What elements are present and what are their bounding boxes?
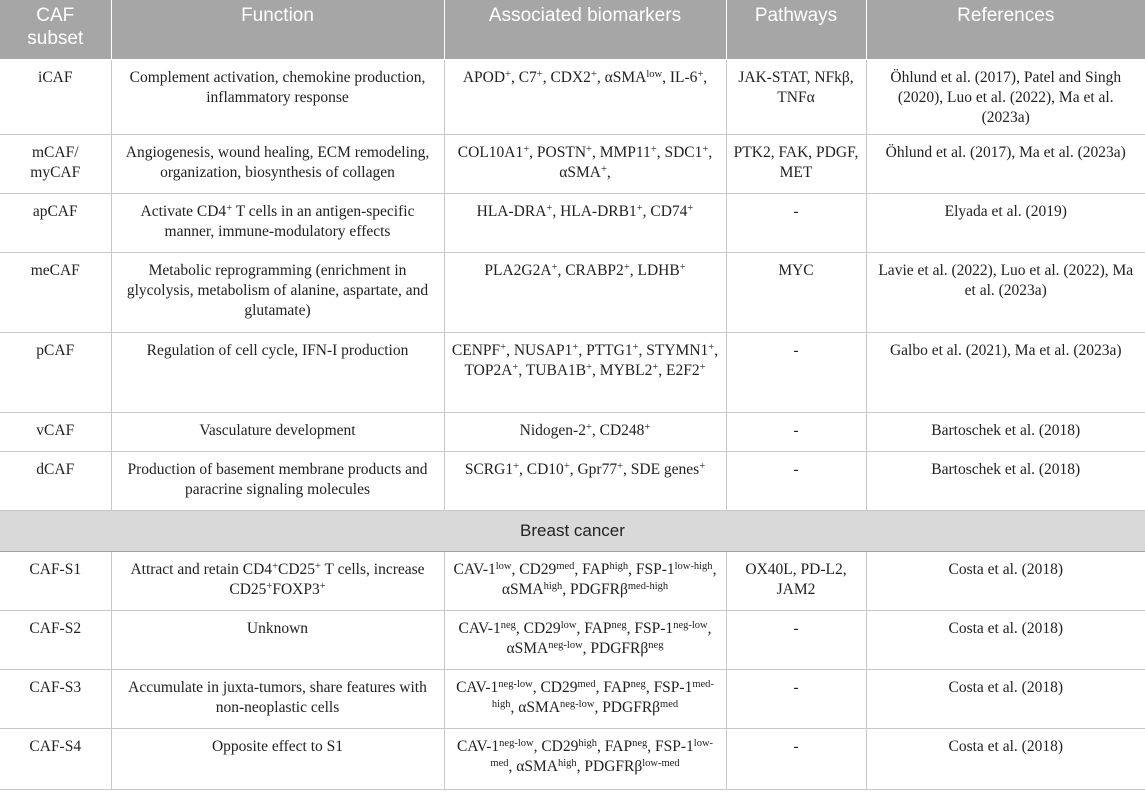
cell-biomarkers: COL10A1+, POSTN+, MMP11+, SDC1+, αSMA+, xyxy=(444,134,726,193)
table-row xyxy=(0,728,1145,789)
cell-references: Costa et al. (2018) xyxy=(866,728,1145,789)
cell-references: Galbo et al. (2021), Ma et al. (2023a) xyxy=(866,332,1145,412)
cell-pathways: - xyxy=(726,412,866,451)
cell-biomarkers: CAV-$1^{low}$, $CD29^{med}$, $FAP^{high}$, FSP-$1^{low-high}$, αSMA$^{high}$, PDGFRβ$^{med-high}$ xyxy=(444,551,726,610)
section-title: Breast cancer xyxy=(0,510,1145,551)
table-row xyxy=(0,193,1145,252)
cell-pathways: OX40L, PD-L2, JAM2 xyxy=(726,551,866,610)
cell-references: Bartoschek et al. (2018) xyxy=(866,451,1145,510)
cell-pathways: - xyxy=(726,728,866,789)
table-row xyxy=(0,332,1145,412)
cell-biomarkers: CAV-$1^{neg}$, $CD29^{low}$, $FAP^{neg}$, FSP-$1^{neg-low}$, αSMA$^{neg-low}$, PDGFRβ$^{neg}$ xyxy=(444,610,726,669)
cell-pathways: - xyxy=(726,193,866,252)
cell-references: Elyada et al. (2019) xyxy=(866,193,1145,252)
cell-references: Öhlund et al. (2017), Patel and Singh (2020), Luo et al. (2022), Ma et al. (2023a) xyxy=(866,59,1145,134)
header-row xyxy=(0,0,1145,59)
cell-function: Attract and retain CD4+CD25+ T cells, increase CD25+FOXP3+ xyxy=(111,551,444,610)
header-pathways: Pathways xyxy=(726,0,866,59)
cell-references: Costa et al. (2018) xyxy=(866,551,1145,610)
header-subset: CAF subset xyxy=(0,0,111,59)
cell-function: Angiogenesis, wound healing, ECM remodeling, organization, biosynthesis of collagen xyxy=(111,134,444,193)
section-row xyxy=(0,510,1145,551)
cell-subset: iCAF xyxy=(0,59,111,134)
table-row xyxy=(0,252,1145,332)
header-function: Function xyxy=(111,0,444,59)
cell-pathways: - xyxy=(726,610,866,669)
cell-subset: dCAF xyxy=(0,451,111,510)
cell-subset: pCAF xyxy=(0,332,111,412)
table-row xyxy=(0,59,1145,134)
cell-subset: meCAF xyxy=(0,252,111,332)
cell-subset: CAF-S1 xyxy=(0,551,111,610)
table-row xyxy=(0,551,1145,610)
cell-function: Accumulate in juxta-tumors, share features with non-neoplastic cells xyxy=(111,669,444,728)
cell-references: Lavie et al. (2022), Luo et al. (2022), Ma et al. (2023a) xyxy=(866,252,1145,332)
table-row xyxy=(0,412,1145,451)
cell-biomarkers: CAV-$1^{neg-low}$, $CD29^{high}$, $FAP^{neg}$, FSP-$1^{low-med}$, αSMA$^{high}$, PDGFRβ$^{low-med}$ xyxy=(444,728,726,789)
cell-pathways: - xyxy=(726,451,866,510)
cell-biomarkers: HLA-DRA+, HLA-DRB1+, CD74+ xyxy=(444,193,726,252)
cell-function: Production of basement membrane products and paracrine signaling molecules xyxy=(111,451,444,510)
cell-pathways: - xyxy=(726,332,866,412)
cell-biomarkers: SCRG1+, CD10+, Gpr77+, SDE genes+ xyxy=(444,451,726,510)
cell-references: Costa et al. (2018) xyxy=(866,669,1145,728)
header-biomarkers: Associated biomarkers xyxy=(444,0,726,59)
cell-biomarkers: PLA2G2A+, CRABP2+, LDHB+ xyxy=(444,252,726,332)
cell-subset: vCAF xyxy=(0,412,111,451)
cell-pathways: MYC xyxy=(726,252,866,332)
cell-subset: mCAF/ myCAF xyxy=(0,134,111,193)
cell-subset: CAF-S3 xyxy=(0,669,111,728)
cell-function: Vasculature development xyxy=(111,412,444,451)
cell-biomarkers: CAV-$1^{neg-low}$, $CD29^{med}$, $FAP^{neg}$, FSP-$1^{med-high}$, αSMA$^{neg-low}$, PDGFRβ$^{med}$ xyxy=(444,669,726,728)
cell-function: Metabolic reprogramming (enrichment in glycolysis, metabolism of alanine, aspartate, and glutamate) xyxy=(111,252,444,332)
table-row xyxy=(0,610,1145,669)
cell-pathways: JAK-STAT, NFkβ, TNFα xyxy=(726,59,866,134)
cell-pathways: PTK2, FAK, PDGF, MET xyxy=(726,134,866,193)
cell-references: Costa et al. (2018) xyxy=(866,610,1145,669)
cell-subset: apCAF xyxy=(0,193,111,252)
table-row xyxy=(0,669,1145,728)
table-row xyxy=(0,134,1145,193)
cell-function: Opposite effect to S1 xyxy=(111,728,444,789)
cell-biomarkers: Nidogen-2+, CD248+ xyxy=(444,412,726,451)
cell-pathways: - xyxy=(726,669,866,728)
cell-biomarkers: APOD+, C7+, CDX2+, αSMA$^{low}$, IL-6+, xyxy=(444,59,726,134)
cell-subset: CAF-S2 xyxy=(0,610,111,669)
table-row xyxy=(0,451,1145,510)
cell-biomarkers: CENPF+, NUSAP1+, PTTG1+, STYMN1+, TOP2A+, TUBA1B+, MYBL2+, E2F2+ xyxy=(444,332,726,412)
cell-function: Unknown xyxy=(111,610,444,669)
cell-subset: CAF-S4 xyxy=(0,728,111,789)
cell-references: Bartoschek et al. (2018) xyxy=(866,412,1145,451)
cell-function: Activate CD4+ T cells in an antigen-specific manner, immune-modulatory effects xyxy=(111,193,444,252)
cell-function: Complement activation, chemokine production, inflammatory response xyxy=(111,59,444,134)
cell-references: Öhlund et al. (2017), Ma et al. (2023a) xyxy=(866,134,1145,193)
header-references: References xyxy=(866,0,1145,59)
cell-function: Regulation of cell cycle, IFN-I production xyxy=(111,332,444,412)
